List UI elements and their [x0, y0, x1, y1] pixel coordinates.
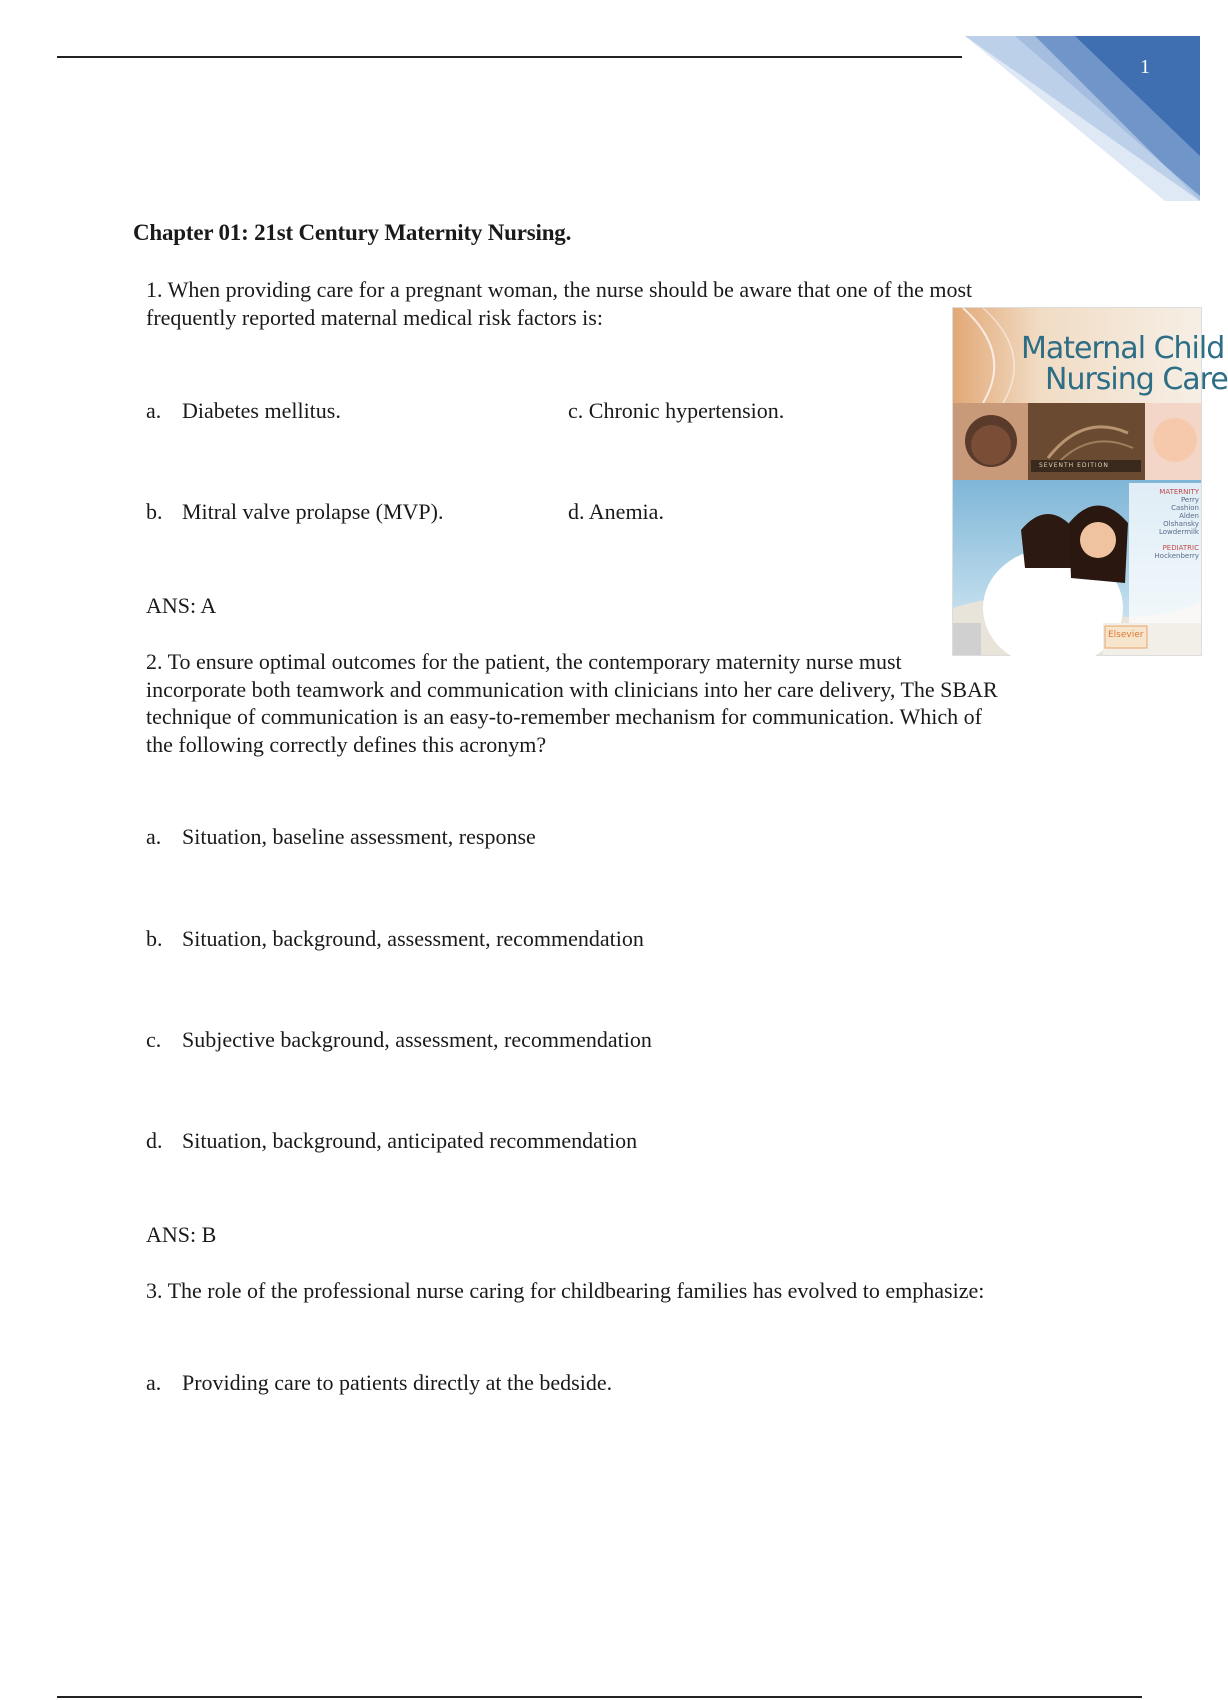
header-rule: [57, 56, 962, 58]
question-1-option-a: a. Diabetes mellitus.: [146, 398, 341, 423]
question-2-stem: 2. To ensure optimal outcomes for the patient, the contemporary maternity nurse must incorporate both teamwork and communication with clinicians into her care delivery, The SBAR technique of communication is an easy-to-remember mechanism for communication. Which of the following correctly defines this acronym?: [146, 649, 998, 757]
question-2-option-d: d. Situation, background, anticipated recommendation: [146, 1128, 638, 1153]
question-1-option-d: d. Anemia.: [568, 499, 664, 524]
question-2-option-a: a. Situation, baseline assessment, response: [146, 824, 536, 849]
cover-authors: MATERNITY Perry Cashion Alden Olshansky Lowdermilk PEDIATRIC Hockenberry: [1154, 488, 1199, 560]
question-2-option-c: c. Subjective background, assessment, recommendation: [146, 1027, 652, 1052]
question-1-stem: 1. When providing care for a pregnant woman, the nurse should be aware that one of the most frequently reported maternal medical risk factors is:: [146, 277, 973, 330]
question-2-answer: ANS: B: [146, 1222, 217, 1247]
question-3-stem: 3. The role of the professional nurse caring for childbearing families has evolved to emphasize:: [146, 1278, 985, 1303]
footer-rule: [57, 1696, 1142, 1698]
question-1-option-c: c. Chronic hypertension.: [568, 398, 785, 423]
question-1-option-b: b. Mitral valve prolapse (MVP).: [146, 499, 444, 524]
chapter-title: Chapter 01: 21st Century Maternity Nursing.: [133, 220, 572, 245]
corner-decoration: [965, 36, 1200, 201]
page-number: 1: [1140, 56, 1150, 78]
cover-edition: SEVENTH EDITION: [1039, 462, 1109, 469]
cover-title: Maternal Child Nursing Care: [1021, 331, 1228, 397]
question-1-answer: ANS: A: [146, 593, 217, 618]
book-cover-image: [952, 307, 1228, 656]
question-2-option-b: b. Situation, background, assessment, recommendation: [146, 926, 644, 951]
cover-publisher: Elsevier: [1108, 630, 1144, 640]
question-3-option-a: a. Providing care to patients directly at the bedside.: [146, 1370, 613, 1395]
